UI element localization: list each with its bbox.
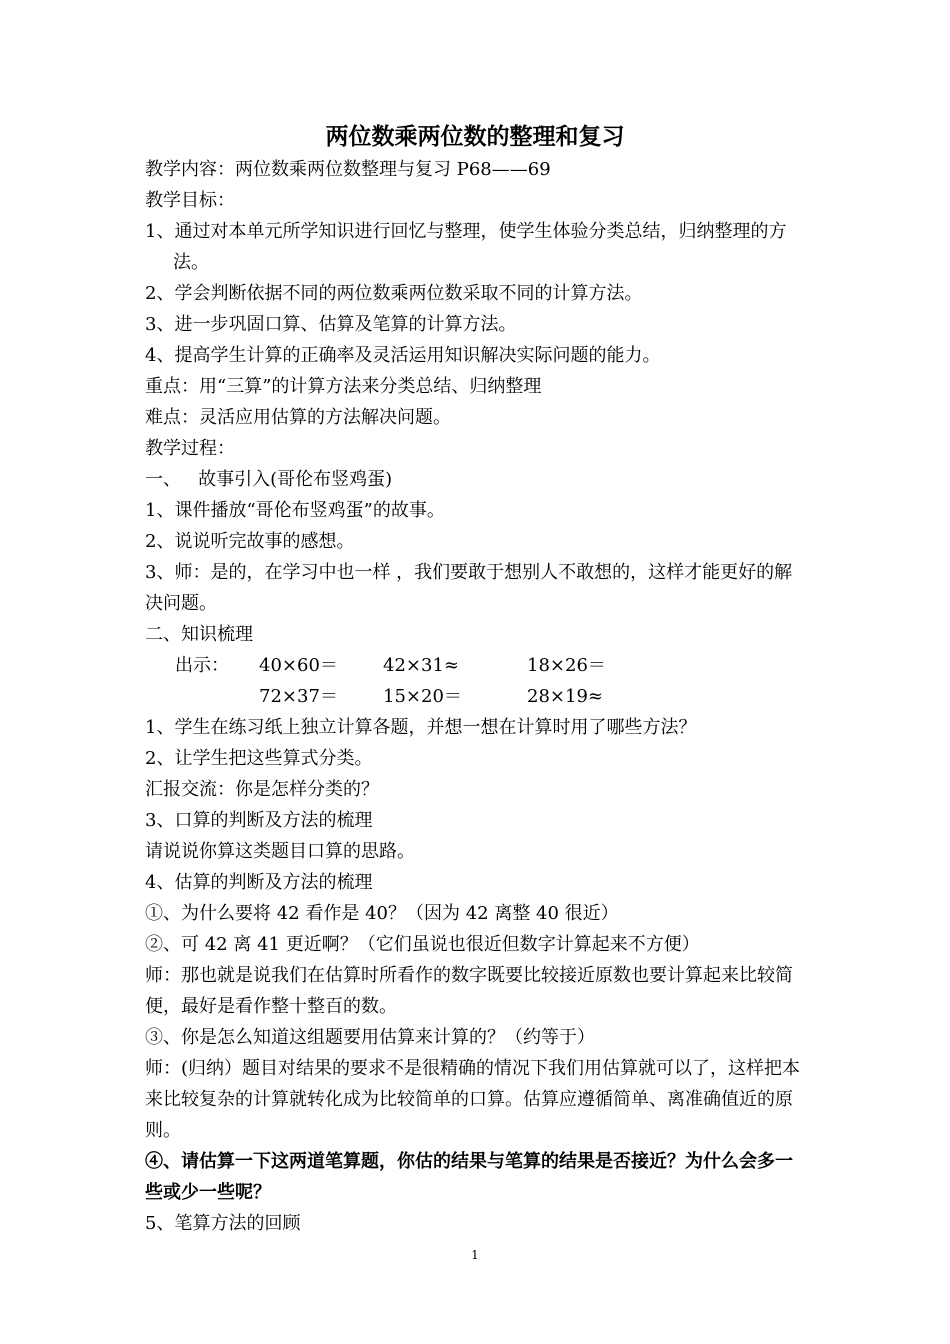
exercise-item: 28×19≈ [527,686,603,707]
exercise-item: 42×31≈ [383,655,459,676]
teaching-content: 教学内容：两位数乘两位数整理与复习 P68——69 [145,159,551,180]
section-2-item-2: 2、让学生把这些算式分类。 [145,748,373,769]
exercise-item: 18×26＝ [527,655,606,676]
exercise-item: 15×20＝ [383,686,462,707]
goal-1: 1、通过对本单元所学知识进行回忆与整理，使学生体验分类总结，归纳整理的方法。 [145,221,787,273]
goal-2: 2、学会判断依据不同的两位数乘两位数采取不同的计算方法。 [145,283,643,304]
question-4: ④、请估算一下这两道笔算题，你估的结果与笔算的结果是否接近？为什么会多一些或少一些呢？ [145,1151,793,1203]
teacher-remark-1: 师：那也就是说我们在估算时所看作的数字既要比较接近原数也要计算起来比较简便，最好是看作整十整百的数。 [145,965,793,1017]
section-2-item-5: 5、笔算方法的回顾 [145,1213,301,1234]
section-2-heading: 二、知识梳理 [145,624,253,645]
section-2-item-3-sub: 请说说你算这类题目口算的思路。 [145,841,415,862]
question-1: ①、为什么要将 42 看作是 40？（因为 42 离整 40 很近） [145,903,619,924]
exercise-label: 出示： [175,655,229,676]
teacher-remark-2: 师：(归纳）题目对结果的要求不是很精确的情况下我们用估算就可以了，这样把本来比较复杂的计算就转化成为比较简单的口算。估算应遵循简单、离准确值近的原则。 [145,1058,801,1141]
section-2-item-2-sub: 汇报交流：你是怎样分类的？ [145,779,379,800]
goal-4: 4、提高学生计算的正确率及灵活运用知识解决实际问题的能力。 [145,345,661,366]
exercise-item: 40×60＝ [259,655,338,676]
section-2-item-3: 3、口算的判断及方法的梳理 [145,810,373,831]
key-point: 重点：用“三算”的计算方法来分类总结、归纳整理 [145,376,542,397]
question-2: ②、可 42 离 41 更近啊？（它们虽说也很近但数字计算起来不方便） [145,934,700,955]
exercise-row-2 [145,681,810,712]
goal-3: 3、进一步巩固口算、估算及笔算的计算方法。 [145,314,517,335]
page-number: 1 [471,1248,479,1262]
section-2-item-1: 1、学生在练习纸上独立计算各题，并想一想在计算时用了哪些方法？ [145,717,697,738]
question-3: ③、你是怎么知道这组题要用估算来计算的？（约等于） [145,1027,595,1048]
difficult-point: 难点：灵活应用估算的方法解决问题。 [145,407,451,428]
section-1-item-3: 3、师：是的，在学习中也一样 ，我们要敢于想别人不敢想的，这样才能更好的解决问题。 [145,562,793,614]
document-title: 两位数乘两位数的整理和复习 [325,123,625,150]
section-1-heading: 一、 故事引入(哥伦布竖鸡蛋) [145,469,393,490]
document-body [145,154,810,1239]
goals-heading: 教学目标： [145,190,235,211]
exercise-row-1 [145,650,810,681]
section-1-item-2: 2、说说听完故事的感想。 [145,531,355,552]
section-1-item-1: 1、课件播放“哥伦布竖鸡蛋”的故事。 [145,500,445,521]
exercise-item: 72×37＝ [259,686,338,707]
process-heading: 教学过程： [145,438,235,459]
section-2-item-4: 4、估算的判断及方法的梳理 [145,872,373,893]
